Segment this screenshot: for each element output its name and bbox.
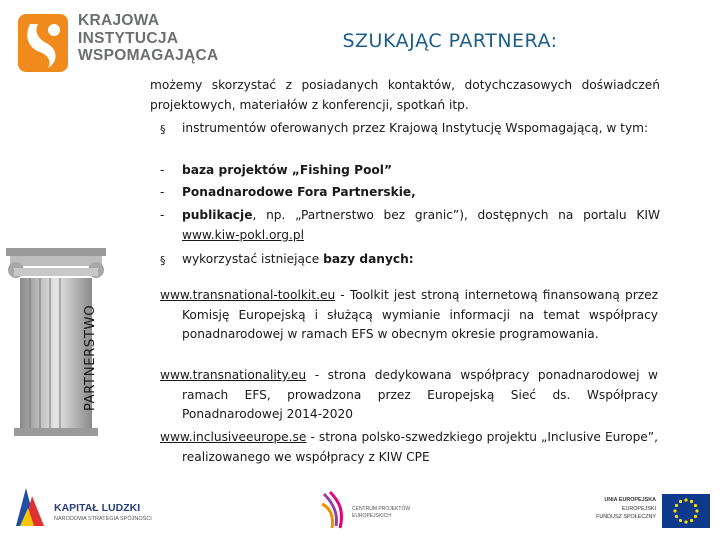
bullet-2-bold: bazy danych: — [323, 252, 414, 266]
bullet-marker-2: § — [160, 254, 166, 267]
logo-line-3: WSPOMAGAJĄCA — [78, 47, 219, 64]
db-entry-toolkit — [160, 286, 658, 345]
logo-line-1: KRAJOWA — [78, 12, 160, 29]
slide-title: SZUKAJĄC PARTNERA: — [342, 30, 558, 52]
dash-2: - — [160, 185, 165, 199]
bullet-2-text — [182, 249, 660, 269]
db-entry-2-text: - strona dedykowana współpracy ponadnarodowej w ramach EFS, prowadzona przez Europejską Sieć ds. Współpracy Ponadnarodowej 2014-2020 — [182, 368, 658, 421]
db-entry-1-text: - Toolkit jest stroną internetową finansowaną przez Komisję Europejską i służącą wymianie informacji na temat współpracy ponadnarodowej w ramach EFS w obecnym okresie programowania. — [182, 288, 658, 341]
db-entry-3-text: - strona polsko-szwedzkiego projektu „Inclusive Europe”, realizowanego we współpracy z KIW CPE — [182, 430, 658, 464]
sub-item-3-text: , np. „Partnerstwo bez granic”), dostępnych na portalu KIW — [252, 208, 660, 222]
kiw-logo — [14, 8, 219, 78]
bullet-2-plain: wykorzystać istniejące — [182, 252, 324, 266]
eu-line-2: EUROPEJSKI — [621, 505, 656, 512]
cpe-logo — [318, 488, 411, 534]
kapital-ludzki-logo — [10, 482, 160, 532]
vertical-side-label — [76, 298, 104, 418]
sub-item-fora — [182, 182, 660, 202]
toolkit-link[interactable]: www.transnational-toolkit.eu — [160, 288, 336, 302]
db-entry-transnationality — [160, 366, 658, 425]
sub-item-3-bold: publikacje — [182, 208, 253, 222]
kiw-portal-link[interactable]: www.kiw-pokl.org.pl — [182, 228, 304, 242]
eu-text — [588, 496, 656, 522]
cpe-line-1: CENTRUM PROJEKTÓW — [352, 506, 411, 512]
kl-title: KAPITAŁ LUDZKI — [54, 502, 141, 514]
intro-paragraph: możemy skorzystać z posiadanych kontaktów, dotychczasowych doświadczeń projektowych, materiałów z konferencji, spotkań itp. — [150, 78, 660, 112]
sub-item-1-bold: baza projektów „Fishing Pool” — [182, 163, 392, 177]
transnationality-link[interactable]: www.transnationality.eu — [160, 368, 307, 382]
bullet-marker-1: § — [160, 123, 166, 136]
cpe-icon — [320, 490, 350, 530]
cpe-text — [352, 506, 410, 520]
cpe-line-2: EUROPEJSKICH — [352, 513, 391, 519]
kl-subtitle: NARODOWA STRATEGIA SPÓJNOŚCI — [54, 516, 152, 522]
db-entry-inclusive-europe — [160, 428, 658, 467]
kapital-ludzki-icon — [14, 484, 48, 528]
dash-3: - — [160, 208, 165, 222]
eu-line-3: FUNDUSZ SPOŁECZNY — [596, 514, 656, 520]
eu-logo — [588, 492, 713, 532]
sub-item-2-bold: Ponadnarodowe Fora Partnerskie, — [182, 185, 416, 199]
inclusive-europe-link[interactable]: www.inclusiveeurope.se — [160, 430, 307, 444]
dash-1: - — [160, 163, 165, 177]
sub-item-publikacje — [182, 205, 660, 245]
eu-flag-icon — [662, 494, 710, 528]
kiw-logo-icon — [18, 14, 68, 72]
sub-item-fishing-pool — [182, 160, 660, 180]
logo-line-2: INSTYTUCJA — [78, 29, 179, 47]
bullet-1-text: instrumentów oferowanych przez Krajową Instytucję Wspomagającą, w tym: — [182, 121, 649, 135]
side-label-text: PARTNERSTWO — [82, 304, 98, 412]
eu-line-1: UNIA EUROPEJSKA — [604, 497, 656, 503]
